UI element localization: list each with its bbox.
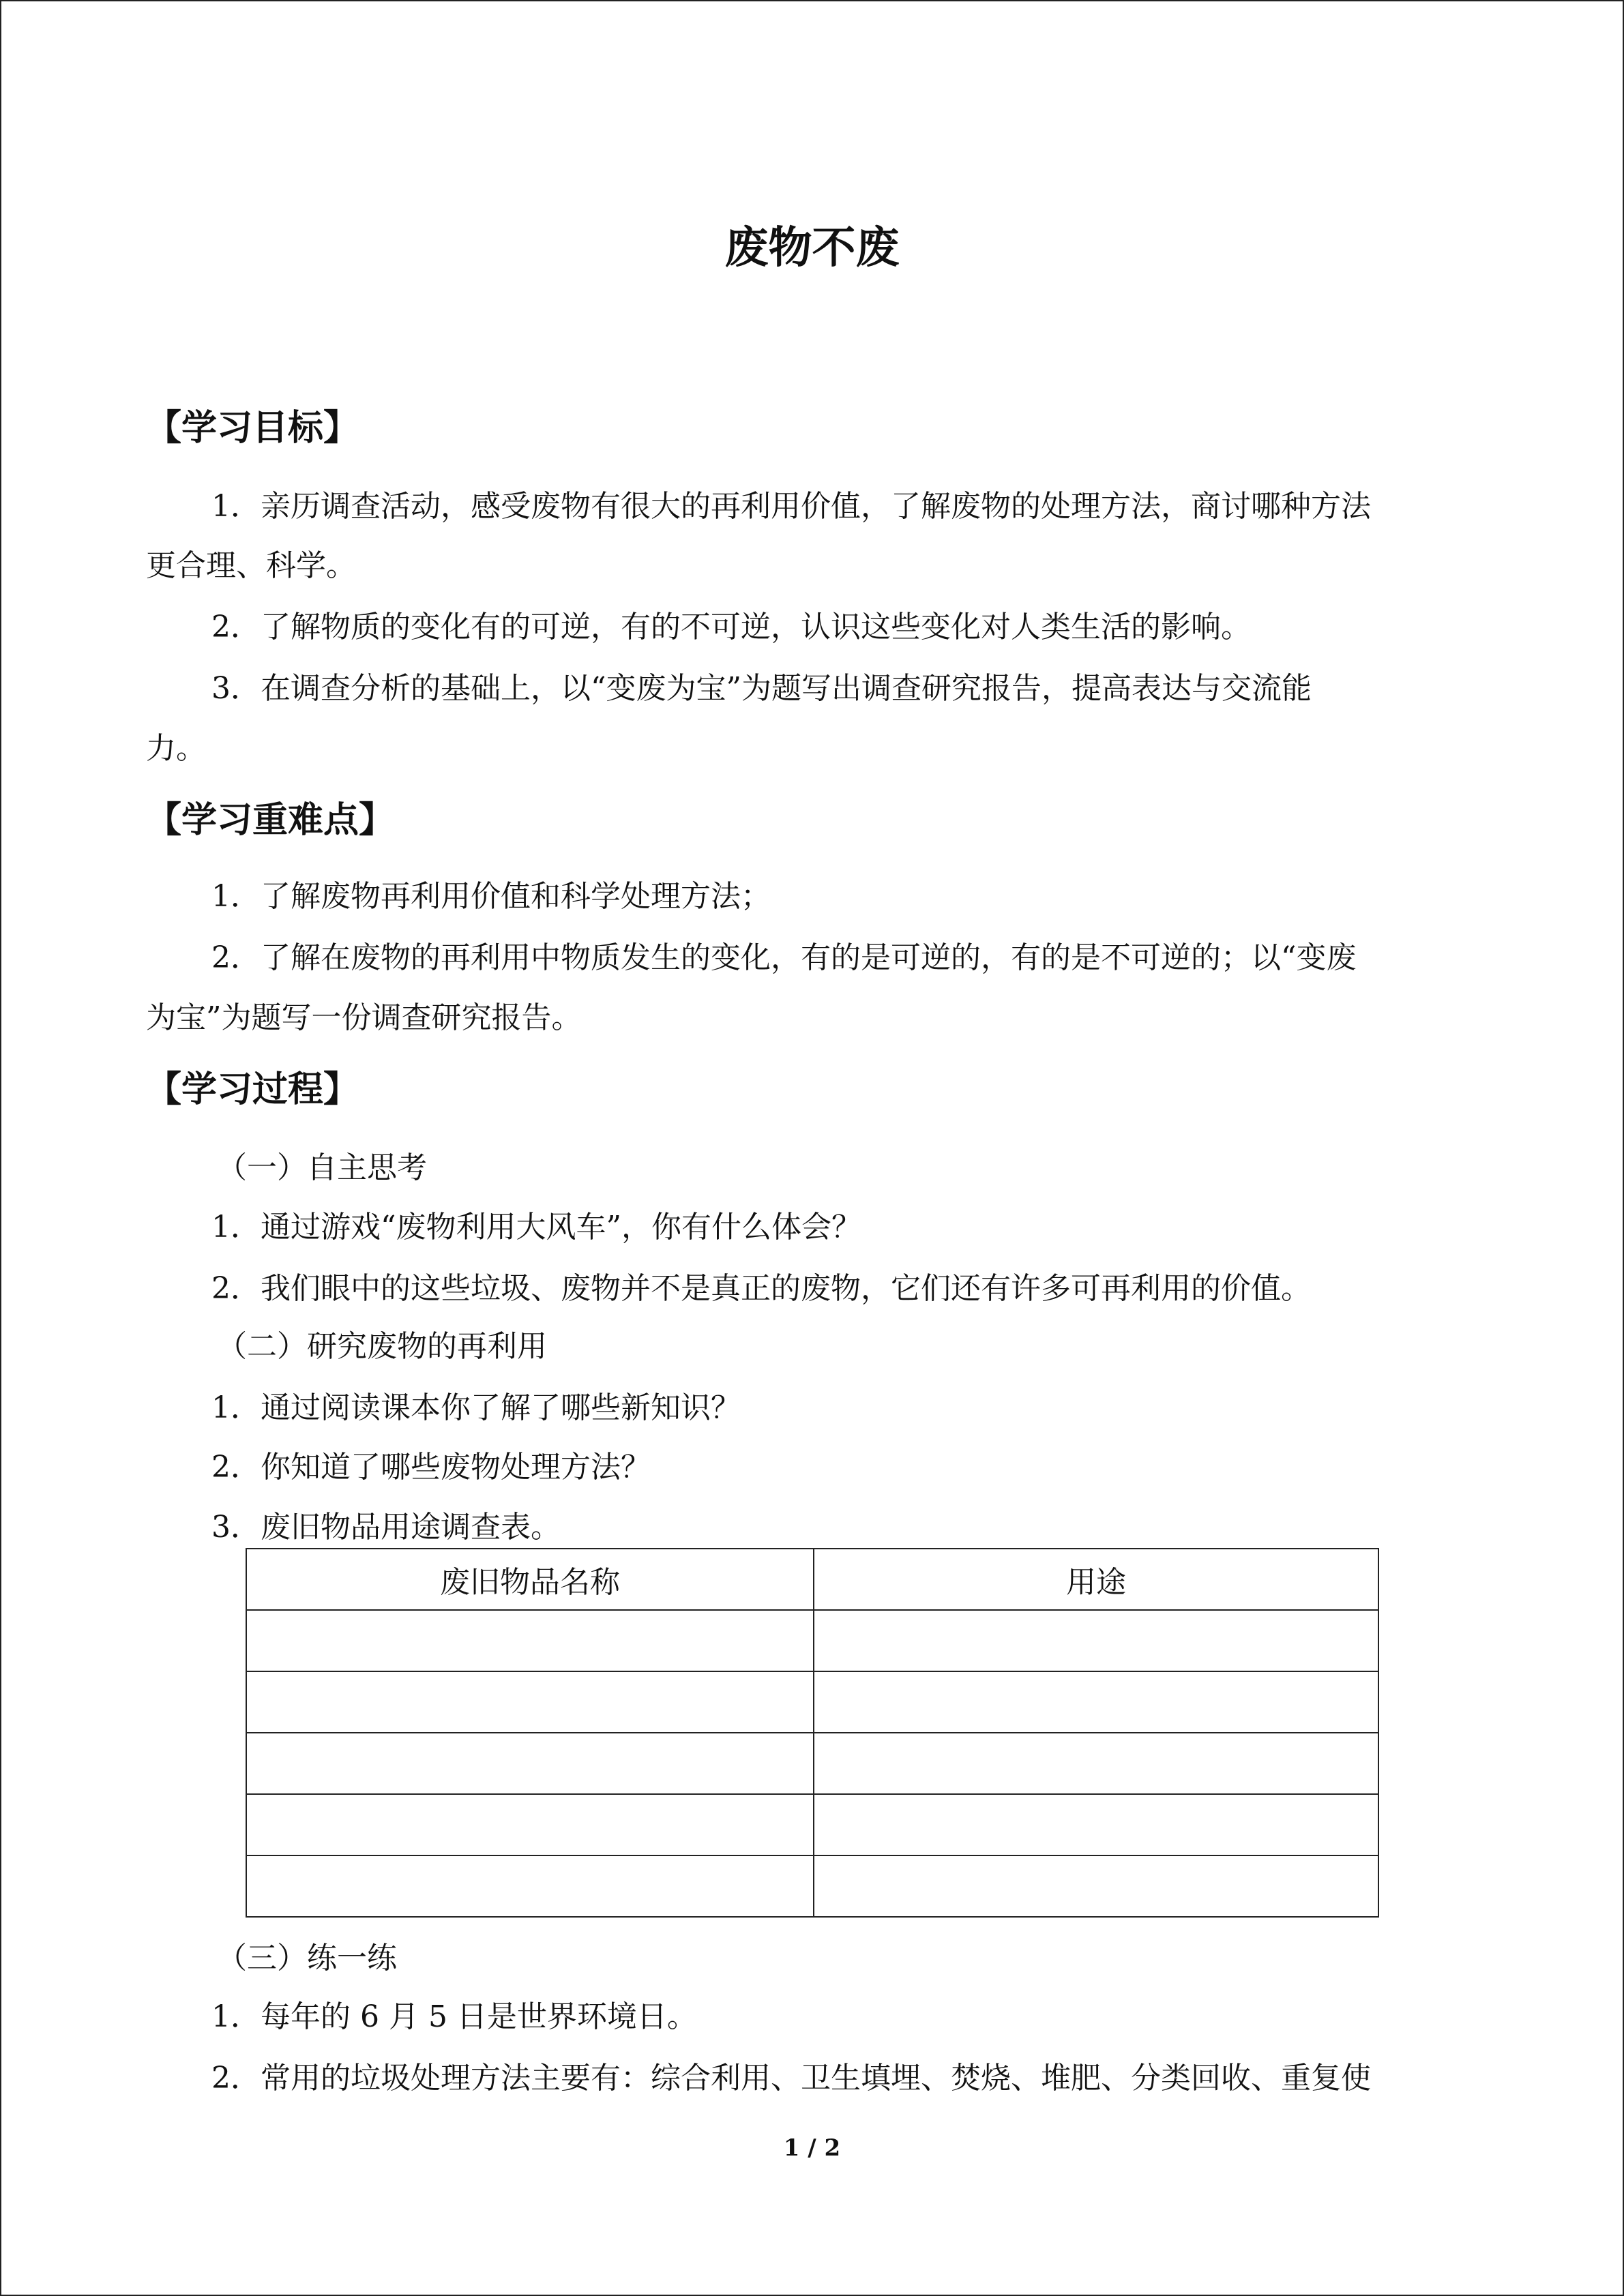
- table-cell[interactable]: [246, 1610, 814, 1671]
- table-header-usage: 用途: [814, 1549, 1378, 1610]
- table-cell[interactable]: [814, 1794, 1378, 1855]
- part-1-item-1: 1．通过游戏“废物利用大风车”，你有什么体会？: [211, 1210, 861, 1244]
- table-row: [246, 1855, 1378, 1917]
- part-3-title: （三）练一练: [217, 1941, 397, 1976]
- page-title: 废物不废: [724, 223, 900, 273]
- page-number: 1 / 2: [783, 2134, 841, 2162]
- table-row: [246, 1610, 1378, 1671]
- table-cell[interactable]: [814, 1855, 1378, 1917]
- part-3-item-2: 2．常用的垃圾处理方法主要有：综合利用、卫生填埋、焚烧、堆肥、分类回收、重复使: [211, 2061, 1371, 2096]
- goal-item-3-line-2: 力。: [146, 731, 206, 766]
- goal-item-1-line-1: 1．亲历调查活动，感受废物有很大的再利用价值，了解废物的处理方法，商讨哪种方法: [211, 489, 1371, 524]
- part-2-item-1: 1．通过阅读课本你了解了哪些新知识？: [211, 1390, 741, 1425]
- section-heading-key-points: 【学习重难点】: [146, 800, 395, 841]
- goal-item-3-line-1: 3．在调查分析的基础上，以“变废为宝”为题写出调查研究报告，提高表达与交流能: [211, 671, 1312, 706]
- section-heading-goals: 【学习目标】: [146, 408, 359, 449]
- part-2-item-2: 2．你知道了哪些废物处理方法？: [211, 1450, 651, 1485]
- table-row: [246, 1671, 1378, 1733]
- table-cell[interactable]: [814, 1610, 1378, 1671]
- table-cell[interactable]: [814, 1671, 1378, 1733]
- part-2-title: （二）研究废物的再利用: [217, 1329, 547, 1364]
- table-row: [246, 1794, 1378, 1855]
- goal-item-1-line-2: 更合理、科学。: [146, 548, 356, 583]
- table-row: [246, 1733, 1378, 1794]
- part-3-item-1: 1．每年的 6 月 5 日是世界环境日。: [211, 1999, 697, 2034]
- part-2-item-3: 3．废旧物品用途调查表。: [211, 1510, 561, 1545]
- part-1-title: （一）自主思考: [217, 1150, 427, 1185]
- table-cell[interactable]: [246, 1733, 814, 1794]
- survey-table: [246, 1548, 1379, 1918]
- table-cell[interactable]: [246, 1794, 814, 1855]
- table-cell[interactable]: [246, 1855, 814, 1917]
- key-point-item-1: 1．了解废物再利用价值和科学处理方法；: [211, 879, 771, 914]
- goal-item-2: 2．了解物质的变化有的可逆，有的不可逆，认识这些变化对人类生活的影响。: [211, 610, 1251, 644]
- table-cell[interactable]: [246, 1671, 814, 1733]
- table-header-item-name: 废旧物品名称: [246, 1549, 814, 1610]
- table-header-row: [246, 1549, 1378, 1610]
- key-point-item-2-line-2: 为宝”为题写一份调查研究报告。: [146, 1000, 582, 1035]
- part-1-item-2: 2．我们眼中的这些垃圾、废物并不是真正的废物，它们还有许多可再利用的价值。: [211, 1271, 1311, 1306]
- key-point-item-2-line-1: 2．了解在废物的再利用中物质发生的变化，有的是可逆的，有的是不可逆的；以“变废: [211, 940, 1357, 975]
- section-heading-process: 【学习过程】: [146, 1069, 359, 1110]
- table-cell[interactable]: [814, 1733, 1378, 1794]
